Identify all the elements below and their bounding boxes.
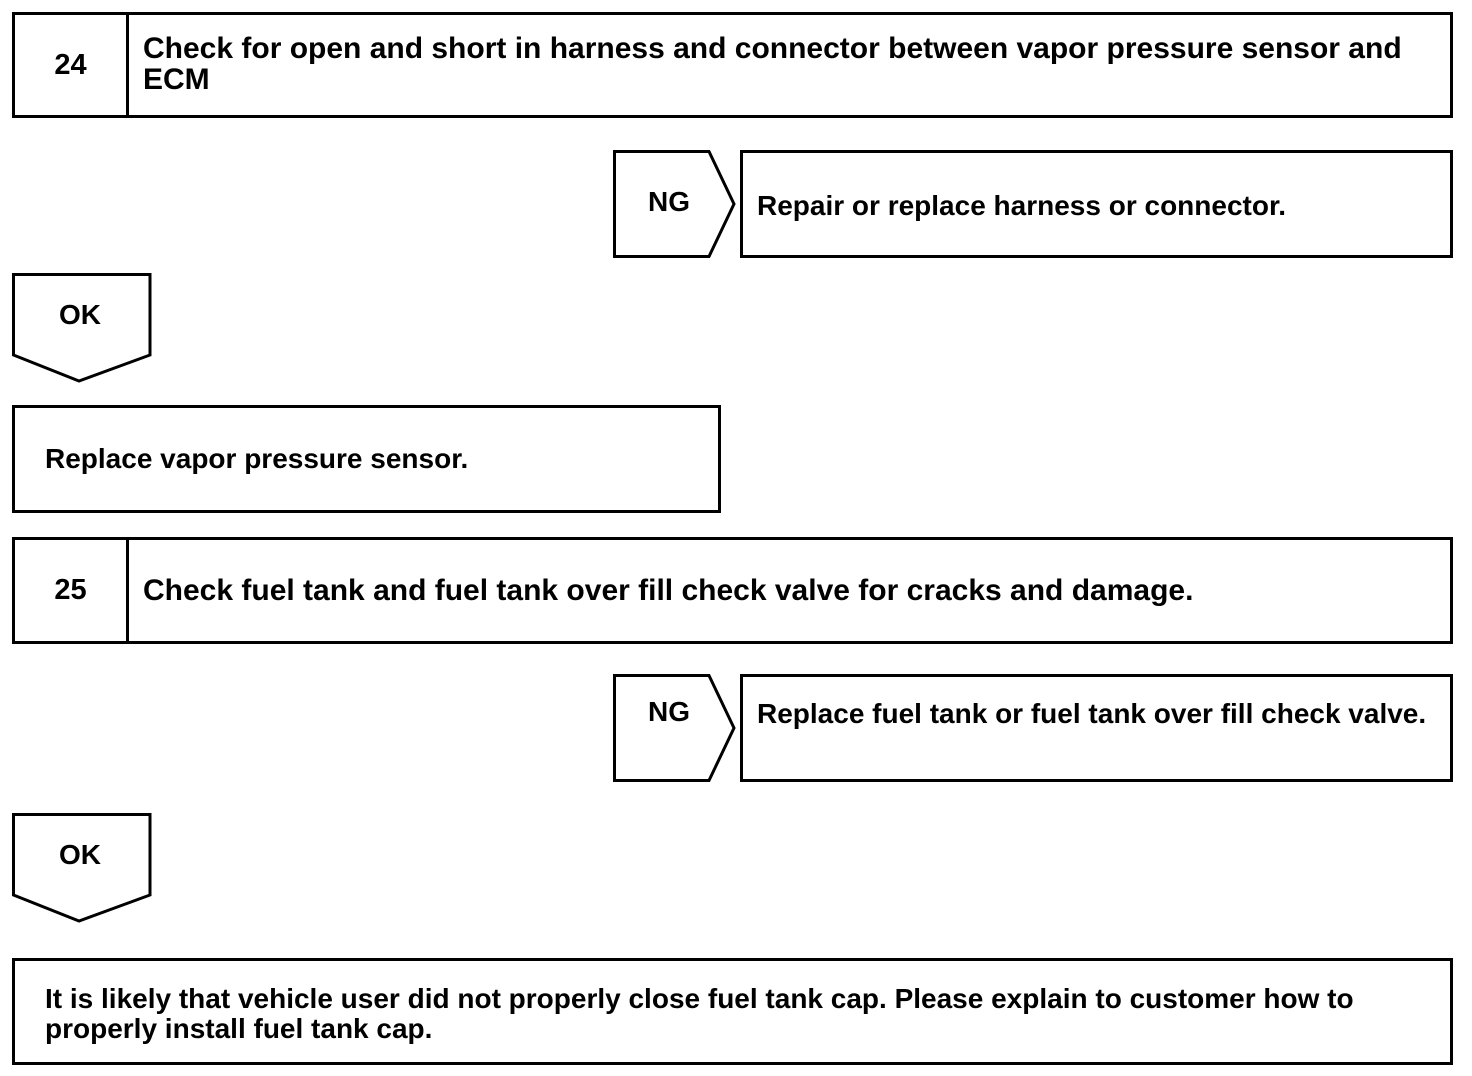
ok-action-1-box xyxy=(12,405,721,513)
ok-label-2: OK xyxy=(59,839,101,870)
ng-action-2-text: Replace fuel tank or fuel tank over fill check valve. xyxy=(757,698,1427,729)
ng-arrow-1 xyxy=(613,150,737,258)
ng-action-2-box xyxy=(740,674,1453,782)
step-24-number: 24 xyxy=(15,15,129,115)
step-25-text: Check fuel tank and fuel tank over fill check valve for cracks and damage. xyxy=(143,574,1194,607)
step-24-box xyxy=(12,12,1453,118)
ng-arrow-2 xyxy=(613,674,737,782)
ng-label-2: NG xyxy=(648,696,690,727)
step-25-box xyxy=(12,537,1453,644)
step-25-number: 25 xyxy=(15,540,129,641)
step-24-text: Check for open and short in harness and connector between vapor pressure sensor and ECM xyxy=(143,32,1402,96)
ok-label-1: OK xyxy=(59,299,101,330)
ok-arrow-2 xyxy=(12,813,152,925)
ok-action-2-text: It is likely that vehicle user did not properly close fuel tank cap. Please explain to customer how to properly install fuel tank cap. xyxy=(45,983,1354,1044)
ng-label-1: NG xyxy=(648,186,690,217)
ng-action-1-box xyxy=(740,150,1453,258)
ng-action-1-text: Repair or replace harness or connector. xyxy=(757,190,1287,221)
ok-action-1-text: Replace vapor pressure sensor. xyxy=(45,443,469,474)
ok-arrow-1 xyxy=(12,273,152,385)
ng-arrow-2-shape xyxy=(613,674,737,782)
ok-action-2-box xyxy=(12,958,1453,1065)
